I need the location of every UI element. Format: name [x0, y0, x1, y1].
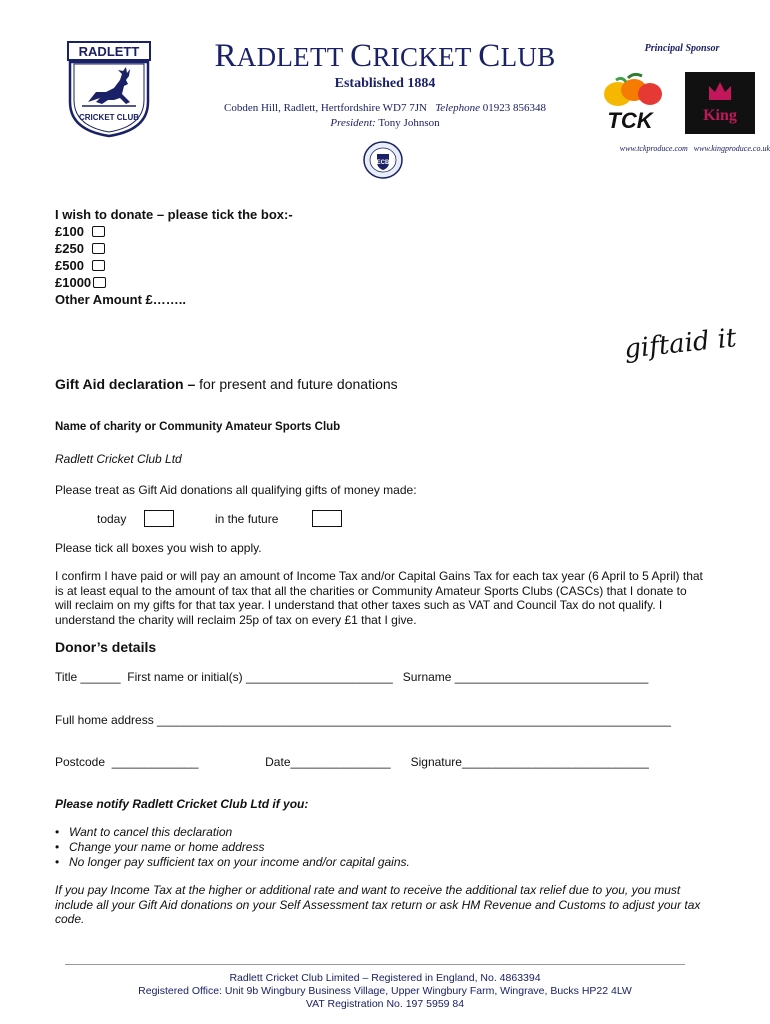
- donate-option-1000: [55, 275, 106, 290]
- today-label: today: [97, 512, 127, 526]
- ecb-logo-text: ECB: [376, 160, 390, 166]
- gift-aid-heading-rest: for present and future donations: [195, 376, 398, 392]
- donor-postcode-date-signature-fields[interactable]: Postcode _____________ Date_______________ Signature____________________________: [55, 755, 649, 769]
- donate-checkbox-250[interactable]: [92, 243, 105, 254]
- charity-label: Name of charity or Community Amateur Sports Club: [55, 421, 341, 433]
- crest-top-text: RADLETT: [78, 44, 140, 59]
- king-logo-text: King: [703, 107, 737, 124]
- principal-sponsor-label: Principal Sponsor: [644, 43, 720, 54]
- telephone-label: Telephone: [435, 102, 481, 114]
- president-name: Tony Johnson: [378, 117, 440, 129]
- footer-divider: [65, 964, 685, 965]
- club-title: [200, 38, 570, 75]
- king-sponsor-logo: [685, 72, 755, 134]
- other-amount-field[interactable]: Other Amount £……..: [55, 292, 186, 307]
- donate-option-100: [55, 224, 105, 239]
- giftaid-logo: [620, 318, 740, 368]
- donor-address-field[interactable]: Full home address _____________________________________________________________________________: [55, 713, 671, 727]
- king-url-link[interactable]: www.kingproduce.co.uk: [693, 144, 770, 153]
- club-address-line: [190, 102, 580, 114]
- club-title-word: RICKET: [372, 42, 479, 72]
- notify-heading: Please notify Radlett Cricket Club Ltd if you:: [55, 797, 309, 811]
- in-the-future-label: in the future: [215, 512, 279, 526]
- tck-url-link[interactable]: www.tckproduce.com: [619, 144, 688, 153]
- donor-details-heading: Donor’s details: [55, 639, 157, 655]
- club-title-initial: C: [350, 38, 373, 74]
- list-item: • No longer pay sufficient tax on your income and/or capital gains.: [55, 855, 410, 870]
- gift-aid-heading: [55, 376, 398, 392]
- treat-as-gift-aid-text: Please treat as Gift Aid donations all qualifying gifts of money made:: [55, 483, 417, 497]
- donate-option-label: £250: [55, 241, 84, 256]
- club-crest-logo: [66, 40, 152, 138]
- footer-office-line: Registered Office: Unit 9b Wingbury Business Village, Upper Wingbury Farm, Wingrave, Bucks HP22 4LW: [138, 985, 632, 997]
- donate-checkbox-500[interactable]: [92, 260, 105, 271]
- footer-company-line: Radlett Cricket Club Limited – Registered in England, No. 4863394: [229, 972, 541, 984]
- footer-vat-line: VAT Registration No. 197 5959 84: [305, 998, 465, 1010]
- donate-option-label: £100: [55, 224, 84, 239]
- established-year: Established 1884: [334, 76, 436, 91]
- tick-all-instruction: Please tick all boxes you wish to apply.: [55, 541, 262, 555]
- notify-list: [55, 825, 410, 870]
- gift-aid-heading-bold: Gift Aid declaration –: [55, 376, 196, 392]
- donate-option-label: £1000: [55, 275, 92, 290]
- list-item: • Change your name or home address: [55, 840, 410, 855]
- donor-name-fields[interactable]: Title ______ First name or initial(s) ______________________ Surname _____________________________: [55, 670, 649, 684]
- club-address: Cobden Hill, Radlett, Hertfordshire WD7 7JN: [223, 102, 427, 114]
- ecb-logo: [361, 140, 405, 180]
- donate-heading: I wish to donate – please tick the box:-: [55, 207, 293, 222]
- club-title-initial: R: [214, 38, 237, 74]
- tck-sponsor-logo: [594, 72, 666, 134]
- president-line: [190, 117, 580, 129]
- sponsor-urls: [560, 144, 770, 153]
- club-title-word: LUB: [500, 42, 556, 72]
- giftaid-logo-text: giftaid it: [622, 323, 738, 365]
- president-label: President:: [330, 117, 376, 129]
- charity-name: Radlett Cricket Club Ltd: [55, 452, 182, 466]
- club-title-initial: C: [478, 38, 501, 74]
- donate-option-label: £500: [55, 258, 84, 273]
- donate-option-500: [55, 258, 105, 273]
- crest-bottom-text: CRICKET CLUB: [79, 113, 139, 122]
- confirmation-paragraph: I confirm I have paid or will pay an amount of Income Tax and/or Capital Gains Tax for each tax year (6 April to 5 April) that is at least equal to the amount of tax that all the charities or Community Amateur Sports Clubs (CASCs) that I donate to will reclaim on my gifts for that tax year. I understand that other taxes such as VAT and Council Tax do not qualify. I understand the charity will reclaim 25p of tax on every £1 that I give.: [55, 569, 703, 627]
- higher-rate-paragraph: If you pay Income Tax at the higher or additional rate and want to receive the additional tax relief due to you, you must include all your Gift Aid donations on your Self Assessment tax return or ask HM Revenue and Customs to adjust your tax code.: [55, 883, 701, 926]
- donate-checkbox-1000[interactable]: [93, 277, 106, 288]
- footer: [0, 972, 770, 1011]
- list-item: • Want to cancel this declaration: [55, 825, 410, 840]
- in-the-future-checkbox[interactable]: [312, 510, 342, 527]
- donate-option-250: [55, 241, 105, 256]
- tck-logo-text: TCK: [607, 108, 653, 133]
- donate-checkbox-100[interactable]: [92, 226, 105, 237]
- today-checkbox[interactable]: [144, 510, 174, 527]
- telephone-number: 01923 856348: [482, 102, 547, 114]
- club-title-word: ADLETT: [236, 42, 351, 72]
